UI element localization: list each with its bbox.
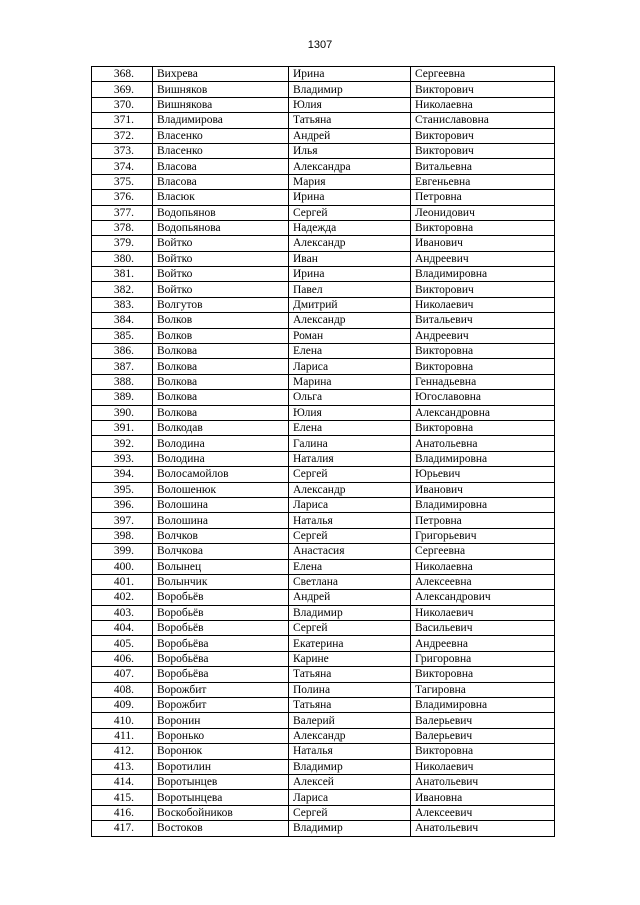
surname-cell: Воробьёва <box>153 651 289 666</box>
roster-table <box>91 66 555 837</box>
patronymic-cell: Андреевич <box>411 328 555 343</box>
patronymic-cell: Валерьевич <box>411 728 555 743</box>
table-row <box>92 328 555 343</box>
row-number-cell: 404. <box>92 621 153 636</box>
table-row <box>92 374 555 389</box>
row-number-cell: 387. <box>92 359 153 374</box>
row-number-cell: 403. <box>92 605 153 620</box>
row-number-cell: 401. <box>92 574 153 589</box>
patronymic-cell: Ивановна <box>411 790 555 805</box>
surname-cell: Ворожбит <box>153 698 289 713</box>
first-name-cell: Павел <box>289 282 411 297</box>
row-number-cell: 405. <box>92 636 153 651</box>
patronymic-cell: Петровна <box>411 190 555 205</box>
first-name-cell: Наталия <box>289 451 411 466</box>
surname-cell: Вишнякова <box>153 97 289 112</box>
surname-cell: Войтко <box>153 251 289 266</box>
row-number-cell: 417. <box>92 821 153 836</box>
first-name-cell: Владимир <box>289 82 411 97</box>
row-number-cell: 393. <box>92 451 153 466</box>
row-number-cell: 415. <box>92 790 153 805</box>
table-row <box>92 128 555 143</box>
patronymic-cell: Викторовна <box>411 744 555 759</box>
row-number-cell: 395. <box>92 482 153 497</box>
first-name-cell: Валерий <box>289 713 411 728</box>
patronymic-cell: Николаевна <box>411 97 555 112</box>
first-name-cell: Марина <box>289 374 411 389</box>
first-name-cell: Андрей <box>289 590 411 605</box>
surname-cell: Волчкова <box>153 544 289 559</box>
first-name-cell: Ольга <box>289 390 411 405</box>
roster-body <box>92 67 555 837</box>
page-number: 1307 <box>307 39 333 51</box>
surname-cell: Володина <box>153 436 289 451</box>
surname-cell: Волкова <box>153 405 289 420</box>
patronymic-cell: Леонидович <box>411 205 555 220</box>
surname-cell: Волошенюк <box>153 482 289 497</box>
surname-cell: Волкова <box>153 344 289 359</box>
first-name-cell: Ирина <box>289 190 411 205</box>
patronymic-cell: Викторовна <box>411 667 555 682</box>
table-row <box>92 236 555 251</box>
table-row <box>92 82 555 97</box>
table-row <box>92 544 555 559</box>
patronymic-cell: Витальевич <box>411 313 555 328</box>
table-row <box>92 682 555 697</box>
row-number-cell: 373. <box>92 143 153 158</box>
patronymic-cell: Николаевич <box>411 297 555 312</box>
table-row <box>92 651 555 666</box>
surname-cell: Волошина <box>153 497 289 512</box>
surname-cell: Владимирова <box>153 113 289 128</box>
surname-cell: Власова <box>153 159 289 174</box>
row-number-cell: 414. <box>92 774 153 789</box>
table-row <box>92 143 555 158</box>
table-row <box>92 805 555 820</box>
table-row <box>92 790 555 805</box>
table-row <box>92 467 555 482</box>
table-row <box>92 821 555 836</box>
patronymic-cell: Владимировна <box>411 497 555 512</box>
row-number-cell: 410. <box>92 713 153 728</box>
row-number-cell: 389. <box>92 390 153 405</box>
first-name-cell: Галина <box>289 436 411 451</box>
surname-cell: Волкова <box>153 374 289 389</box>
row-number-cell: 372. <box>92 128 153 143</box>
row-number-cell: 371. <box>92 113 153 128</box>
first-name-cell: Екатерина <box>289 636 411 651</box>
surname-cell: Воробьёв <box>153 590 289 605</box>
surname-cell: Водопьянов <box>153 205 289 220</box>
patronymic-cell: Евгеньевна <box>411 174 555 189</box>
row-number-cell: 397. <box>92 513 153 528</box>
first-name-cell: Светлана <box>289 574 411 589</box>
first-name-cell: Сергей <box>289 805 411 820</box>
patronymic-cell: Григоровна <box>411 651 555 666</box>
surname-cell: Войтко <box>153 236 289 251</box>
first-name-cell: Александр <box>289 236 411 251</box>
first-name-cell: Татьяна <box>289 698 411 713</box>
surname-cell: Волкова <box>153 359 289 374</box>
first-name-cell: Лариса <box>289 790 411 805</box>
row-number-cell: 402. <box>92 590 153 605</box>
first-name-cell: Владимир <box>289 605 411 620</box>
first-name-cell: Ирина <box>289 67 411 82</box>
row-number-cell: 385. <box>92 328 153 343</box>
surname-cell: Войтко <box>153 267 289 282</box>
first-name-cell: Владимир <box>289 821 411 836</box>
patronymic-cell: Викторовна <box>411 220 555 235</box>
row-number-cell: 382. <box>92 282 153 297</box>
first-name-cell: Александра <box>289 159 411 174</box>
surname-cell: Волошина <box>153 513 289 528</box>
table-row <box>92 774 555 789</box>
row-number-cell: 383. <box>92 297 153 312</box>
surname-cell: Ворожбит <box>153 682 289 697</box>
first-name-cell: Карине <box>289 651 411 666</box>
surname-cell: Волков <box>153 313 289 328</box>
table-row <box>92 713 555 728</box>
patronymic-cell: Станиславовна <box>411 113 555 128</box>
row-number-cell: 411. <box>92 728 153 743</box>
patronymic-cell: Анатольевич <box>411 821 555 836</box>
table-row <box>92 636 555 651</box>
table-row <box>92 159 555 174</box>
first-name-cell: Елена <box>289 420 411 435</box>
first-name-cell: Андрей <box>289 128 411 143</box>
surname-cell: Волкова <box>153 390 289 405</box>
patronymic-cell: Викторовна <box>411 359 555 374</box>
patronymic-cell: Сергеевна <box>411 544 555 559</box>
first-name-cell: Наталья <box>289 744 411 759</box>
patronymic-cell: Владимировна <box>411 698 555 713</box>
table-row <box>92 621 555 636</box>
first-name-cell: Роман <box>289 328 411 343</box>
table-row <box>92 436 555 451</box>
patronymic-cell: Александровна <box>411 405 555 420</box>
first-name-cell: Иван <box>289 251 411 266</box>
first-name-cell: Татьяна <box>289 113 411 128</box>
patronymic-cell: Николаевич <box>411 605 555 620</box>
patronymic-cell: Алексеевич <box>411 805 555 820</box>
first-name-cell: Сергей <box>289 528 411 543</box>
table-row <box>92 251 555 266</box>
row-number-cell: 379. <box>92 236 153 251</box>
patronymic-cell: Алексеевна <box>411 574 555 589</box>
first-name-cell: Дмитрий <box>289 297 411 312</box>
table-row <box>92 497 555 512</box>
table-row <box>92 420 555 435</box>
surname-cell: Востоков <box>153 821 289 836</box>
surname-cell: Воронюк <box>153 744 289 759</box>
row-number-cell: 375. <box>92 174 153 189</box>
table-row <box>92 513 555 528</box>
table-row <box>92 297 555 312</box>
patronymic-cell: Николаевна <box>411 559 555 574</box>
patronymic-cell: Тагировна <box>411 682 555 697</box>
patronymic-cell: Югославовна <box>411 390 555 405</box>
patronymic-cell: Иванович <box>411 236 555 251</box>
patronymic-cell: Викторович <box>411 82 555 97</box>
patronymic-cell: Александрович <box>411 590 555 605</box>
patronymic-cell: Анатольевна <box>411 436 555 451</box>
table-row <box>92 390 555 405</box>
first-name-cell: Татьяна <box>289 667 411 682</box>
first-name-cell: Александр <box>289 313 411 328</box>
surname-cell: Воронин <box>153 713 289 728</box>
table-row <box>92 528 555 543</box>
row-number-cell: 396. <box>92 497 153 512</box>
patronymic-cell: Васильевич <box>411 621 555 636</box>
table-row <box>92 559 555 574</box>
table-row <box>92 205 555 220</box>
patronymic-cell: Сергеевна <box>411 67 555 82</box>
surname-cell: Власюк <box>153 190 289 205</box>
table-row <box>92 405 555 420</box>
surname-cell: Вихрева <box>153 67 289 82</box>
table-row <box>92 174 555 189</box>
first-name-cell: Лариса <box>289 359 411 374</box>
first-name-cell: Мария <box>289 174 411 189</box>
patronymic-cell: Геннадьевна <box>411 374 555 389</box>
row-number-cell: 380. <box>92 251 153 266</box>
patronymic-cell: Андреевна <box>411 636 555 651</box>
patronymic-cell: Андреевич <box>411 251 555 266</box>
surname-cell: Волчков <box>153 528 289 543</box>
patronymic-cell: Викторовна <box>411 344 555 359</box>
table-row <box>92 313 555 328</box>
first-name-cell: Ирина <box>289 267 411 282</box>
table-row <box>92 67 555 82</box>
first-name-cell: Елена <box>289 559 411 574</box>
table-row <box>92 190 555 205</box>
table-row <box>92 267 555 282</box>
table-row <box>92 97 555 112</box>
surname-cell: Воробьёв <box>153 621 289 636</box>
patronymic-cell: Иванович <box>411 482 555 497</box>
surname-cell: Володина <box>153 451 289 466</box>
patronymic-cell: Валерьевич <box>411 713 555 728</box>
first-name-cell: Сергей <box>289 621 411 636</box>
patronymic-cell: Петровна <box>411 513 555 528</box>
surname-cell: Воробьёв <box>153 605 289 620</box>
surname-cell: Водопьянова <box>153 220 289 235</box>
surname-cell: Воротынцев <box>153 774 289 789</box>
surname-cell: Воскобойников <box>153 805 289 820</box>
row-number-cell: 381. <box>92 267 153 282</box>
surname-cell: Волосамойлов <box>153 467 289 482</box>
first-name-cell: Наталья <box>289 513 411 528</box>
row-number-cell: 408. <box>92 682 153 697</box>
first-name-cell: Надежда <box>289 220 411 235</box>
surname-cell: Войтко <box>153 282 289 297</box>
table-row <box>92 698 555 713</box>
surname-cell: Волынец <box>153 559 289 574</box>
patronymic-cell: Юрьевич <box>411 467 555 482</box>
row-number-cell: 400. <box>92 559 153 574</box>
table-row <box>92 574 555 589</box>
surname-cell: Волков <box>153 328 289 343</box>
row-number-cell: 370. <box>92 97 153 112</box>
table-row <box>92 282 555 297</box>
first-name-cell: Сергей <box>289 467 411 482</box>
first-name-cell: Елена <box>289 344 411 359</box>
first-name-cell: Александр <box>289 728 411 743</box>
row-number-cell: 409. <box>92 698 153 713</box>
table-row <box>92 744 555 759</box>
table-row <box>92 590 555 605</box>
patronymic-cell: Анатольевич <box>411 774 555 789</box>
row-number-cell: 369. <box>92 82 153 97</box>
table-row <box>92 359 555 374</box>
table-row <box>92 605 555 620</box>
row-number-cell: 399. <box>92 544 153 559</box>
surname-cell: Воробьёва <box>153 636 289 651</box>
surname-cell: Воротынцева <box>153 790 289 805</box>
row-number-cell: 377. <box>92 205 153 220</box>
row-number-cell: 384. <box>92 313 153 328</box>
table-row <box>92 482 555 497</box>
first-name-cell: Сергей <box>289 205 411 220</box>
surname-cell: Власова <box>153 174 289 189</box>
patronymic-cell: Владимировна <box>411 267 555 282</box>
row-number-cell: 388. <box>92 374 153 389</box>
row-number-cell: 394. <box>92 467 153 482</box>
table-row <box>92 344 555 359</box>
row-number-cell: 398. <box>92 528 153 543</box>
first-name-cell: Владимир <box>289 759 411 774</box>
row-number-cell: 406. <box>92 651 153 666</box>
row-number-cell: 378. <box>92 220 153 235</box>
row-number-cell: 386. <box>92 344 153 359</box>
row-number-cell: 392. <box>92 436 153 451</box>
patronymic-cell: Григорьевич <box>411 528 555 543</box>
patronymic-cell: Владимировна <box>411 451 555 466</box>
row-number-cell: 390. <box>92 405 153 420</box>
first-name-cell: Анастасия <box>289 544 411 559</box>
surname-cell: Власенко <box>153 128 289 143</box>
surname-cell: Волкодав <box>153 420 289 435</box>
table-row <box>92 759 555 774</box>
first-name-cell: Полина <box>289 682 411 697</box>
table-row <box>92 220 555 235</box>
first-name-cell: Лариса <box>289 497 411 512</box>
table-row <box>92 728 555 743</box>
surname-cell: Волгутов <box>153 297 289 312</box>
first-name-cell: Юлия <box>289 97 411 112</box>
surname-cell: Воротилин <box>153 759 289 774</box>
surname-cell: Волынчик <box>153 574 289 589</box>
first-name-cell: Илья <box>289 143 411 158</box>
first-name-cell: Алексей <box>289 774 411 789</box>
first-name-cell: Александр <box>289 482 411 497</box>
table-row <box>92 667 555 682</box>
surname-cell: Воробьёва <box>153 667 289 682</box>
first-name-cell: Юлия <box>289 405 411 420</box>
row-number-cell: 412. <box>92 744 153 759</box>
row-number-cell: 413. <box>92 759 153 774</box>
patronymic-cell: Николаевич <box>411 759 555 774</box>
patronymic-cell: Викторович <box>411 128 555 143</box>
row-number-cell: 391. <box>92 420 153 435</box>
patronymic-cell: Витальевна <box>411 159 555 174</box>
patronymic-cell: Викторович <box>411 143 555 158</box>
patronymic-cell: Викторовна <box>411 420 555 435</box>
row-number-cell: 376. <box>92 190 153 205</box>
row-number-cell: 374. <box>92 159 153 174</box>
row-number-cell: 368. <box>92 67 153 82</box>
patronymic-cell: Викторович <box>411 282 555 297</box>
row-number-cell: 416. <box>92 805 153 820</box>
table-row <box>92 451 555 466</box>
surname-cell: Вишняков <box>153 82 289 97</box>
surname-cell: Воронько <box>153 728 289 743</box>
surname-cell: Власенко <box>153 143 289 158</box>
row-number-cell: 407. <box>92 667 153 682</box>
table-row <box>92 113 555 128</box>
